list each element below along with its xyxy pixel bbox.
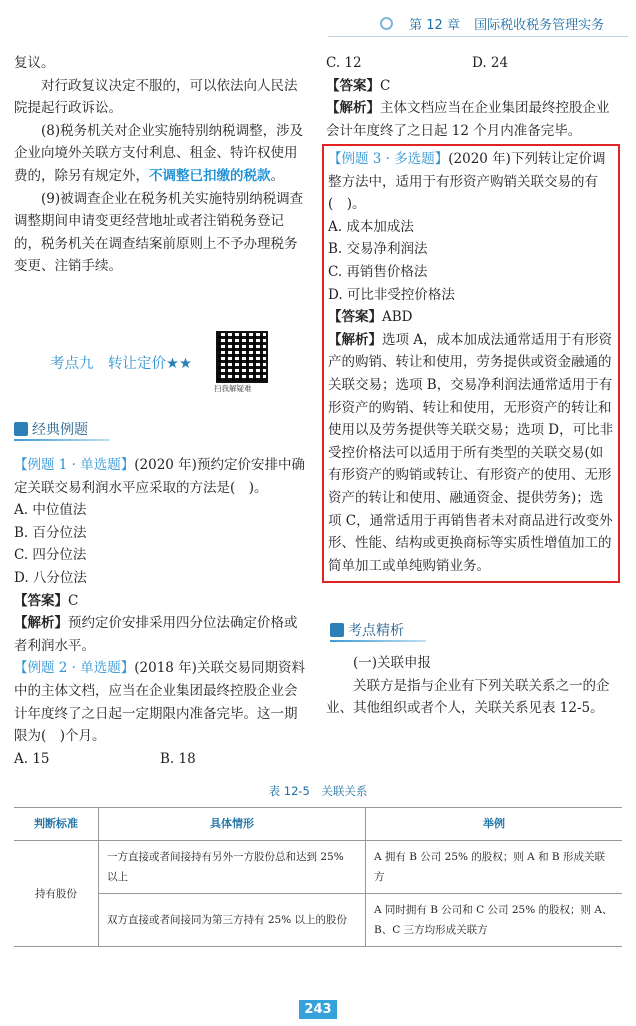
table-cell: 一方直接或者间接持有另外一方股份总和达到 25% 以上	[99, 841, 366, 894]
analysis-heading	[330, 620, 404, 640]
highlighted-example-box	[322, 144, 620, 583]
column-header: 举例	[366, 808, 623, 841]
header-rule	[328, 36, 628, 37]
section-title: 考点九 转让定价	[50, 356, 166, 372]
explanation-text: 预约定价安排采用四分位法确定价格或者利润水平。	[14, 615, 298, 654]
page-footer	[0, 998, 636, 1017]
paragraph: 关联方是指与企业有下列关联关系之一的企业、其他组织或者个人，关联关系见表 12-5。	[326, 677, 610, 717]
explanation	[326, 97, 622, 142]
option: A. 15	[14, 750, 50, 767]
running-header	[380, 14, 630, 33]
notebook-icon	[14, 422, 28, 436]
question	[14, 454, 306, 499]
paragraph: 复议。	[14, 55, 55, 71]
highlight-text: 不调整已扣缴的税款	[149, 167, 271, 184]
table-caption: 表 12-5 关联关系	[268, 784, 368, 798]
classic-examples-heading	[14, 419, 88, 439]
explanation-label: 【解析】	[14, 615, 68, 632]
question-text: (2020 年)下列转让定价调整方法中，适用于有形资产购销关联交易的有( )。	[328, 151, 606, 213]
table-row	[14, 894, 622, 947]
table-header-row	[14, 808, 622, 841]
answer	[14, 590, 306, 613]
option: A. 中位值法	[14, 502, 87, 519]
heading-text: 经典例题	[32, 422, 88, 438]
table-cell: 持有股份	[14, 841, 99, 947]
option: D. 24	[472, 55, 509, 71]
explanation-text: 选项 A，成本加成法通常适用于有形资产的购销、转让和使用，劳务提供或资金融通的关联交易；选项 B，交易净利润法通常适用于有形资产的购销、转让和使用，无形资产的转让和使用以及劳务提供等关联交易；选项 D，可比非受控价格法可以适用于所有类型的关联交易(如有形资产的购销或转让、有形资产的使用、无形资产的转让和使用、融通资金、提供劳务)；选项 C，通常适用于再销售者未对商品进行改变外形、性能、结构或更换商标等实质性增值加工的简单加工或单纯购销业务。	[328, 331, 614, 574]
answer	[326, 75, 622, 98]
question-tag: 【例题 2 · 单选题】	[14, 660, 135, 677]
option: D. 八分位法	[14, 569, 87, 586]
flower-icon	[380, 17, 393, 30]
star-rating: ★★	[166, 356, 192, 372]
table-cell: 双方直接或者间接同为第三方持有 25% 以上的股份	[99, 894, 366, 947]
section-heading	[50, 352, 192, 373]
examples-left	[14, 454, 306, 770]
answer-label: 【答案】	[328, 309, 382, 326]
answer-label: 【答案】	[326, 77, 380, 94]
qr-code-icon[interactable]	[216, 331, 268, 383]
option: C. 四分位法	[14, 547, 87, 564]
answer-value: C	[68, 592, 79, 609]
question-tag: 【例题 3 · 多选题】	[328, 151, 449, 167]
question	[14, 657, 306, 747]
option: B. 18	[160, 750, 196, 767]
text: 。	[270, 167, 284, 184]
analysis-body	[326, 652, 622, 720]
text: (8)税务机关对企业实施特别纳税调整，涉及企业向境外关联方支付利息、租金、特许权使用费的，除另有规定外，	[14, 122, 304, 184]
answer	[328, 306, 616, 329]
explanation-label: 【解析】	[328, 331, 382, 348]
answer-label: 【答案】	[14, 592, 68, 609]
page-number: 243	[299, 1000, 336, 1019]
chapter-number: 第 12 章	[409, 18, 460, 33]
table-cell: A 同时拥有 B 公司和 C 公司 25% 的股权；则 A、B、C 三方均形成关联方	[366, 894, 623, 947]
column-header: 具体情形	[99, 808, 366, 841]
answer-value: ABD	[382, 309, 413, 326]
heading-text: 考点精析	[348, 623, 404, 639]
option: C. 12	[326, 55, 362, 71]
paragraph: 对行政复议决定不服的，可以依法向人民法院提起行政诉讼。	[14, 77, 298, 117]
option: B. 交易净利润法	[328, 241, 428, 258]
right-column	[326, 52, 622, 142]
option: C. 再销售价格法	[328, 263, 428, 280]
qr-caption: 扫我解疑难	[214, 384, 252, 393]
option-row	[14, 748, 306, 771]
option-row	[326, 52, 622, 75]
heading-underline	[330, 640, 426, 642]
option: D. 可比非受控价格法	[328, 286, 455, 303]
question	[328, 148, 616, 216]
table-cell: A 拥有 B 公司 25% 的股权；则 A 和 B 形成关联方	[366, 841, 623, 894]
table-row	[14, 841, 622, 894]
question-text: (2020 年)预约定价安排中确定关联交易利润水平应采取的方法是( )。	[14, 457, 305, 496]
answer-value: C	[380, 77, 391, 94]
paragraph: (9)被调查企业在税务机关实施特别纳税调查调整期间申请变更经营地址或者注销税务登记的，税务机关在调查结案前原则上不予办理税务变更、注销手续。	[14, 190, 304, 275]
relations-table	[14, 807, 622, 947]
option: A. 成本加成法	[328, 218, 414, 235]
question-text: (2018 年)关联交易同期资料中的主体文档，应当在企业集团最终控股企业会计年度终了之日起一定期限内准备完毕。这一期限为( )个月。	[14, 660, 305, 745]
explanation	[14, 612, 306, 657]
heading-underline	[14, 439, 110, 441]
option: B. 百分位法	[14, 524, 87, 541]
chapter-title: 国际税收税务管理实务	[474, 18, 605, 33]
subheading: (一)关联申报	[353, 655, 432, 671]
left-column	[14, 52, 306, 278]
explanation-label: 【解析】	[326, 100, 380, 117]
notebook-icon	[330, 623, 344, 637]
paragraph	[14, 120, 306, 188]
explanation	[328, 329, 616, 578]
question-tag: 【例题 1 · 单选题】	[14, 457, 135, 473]
explanation-text: 主体文档应当在企业集团最终控股企业会计年度终了之日起 12 个月内准备完毕。	[326, 100, 610, 139]
column-header: 判断标准	[14, 808, 99, 841]
